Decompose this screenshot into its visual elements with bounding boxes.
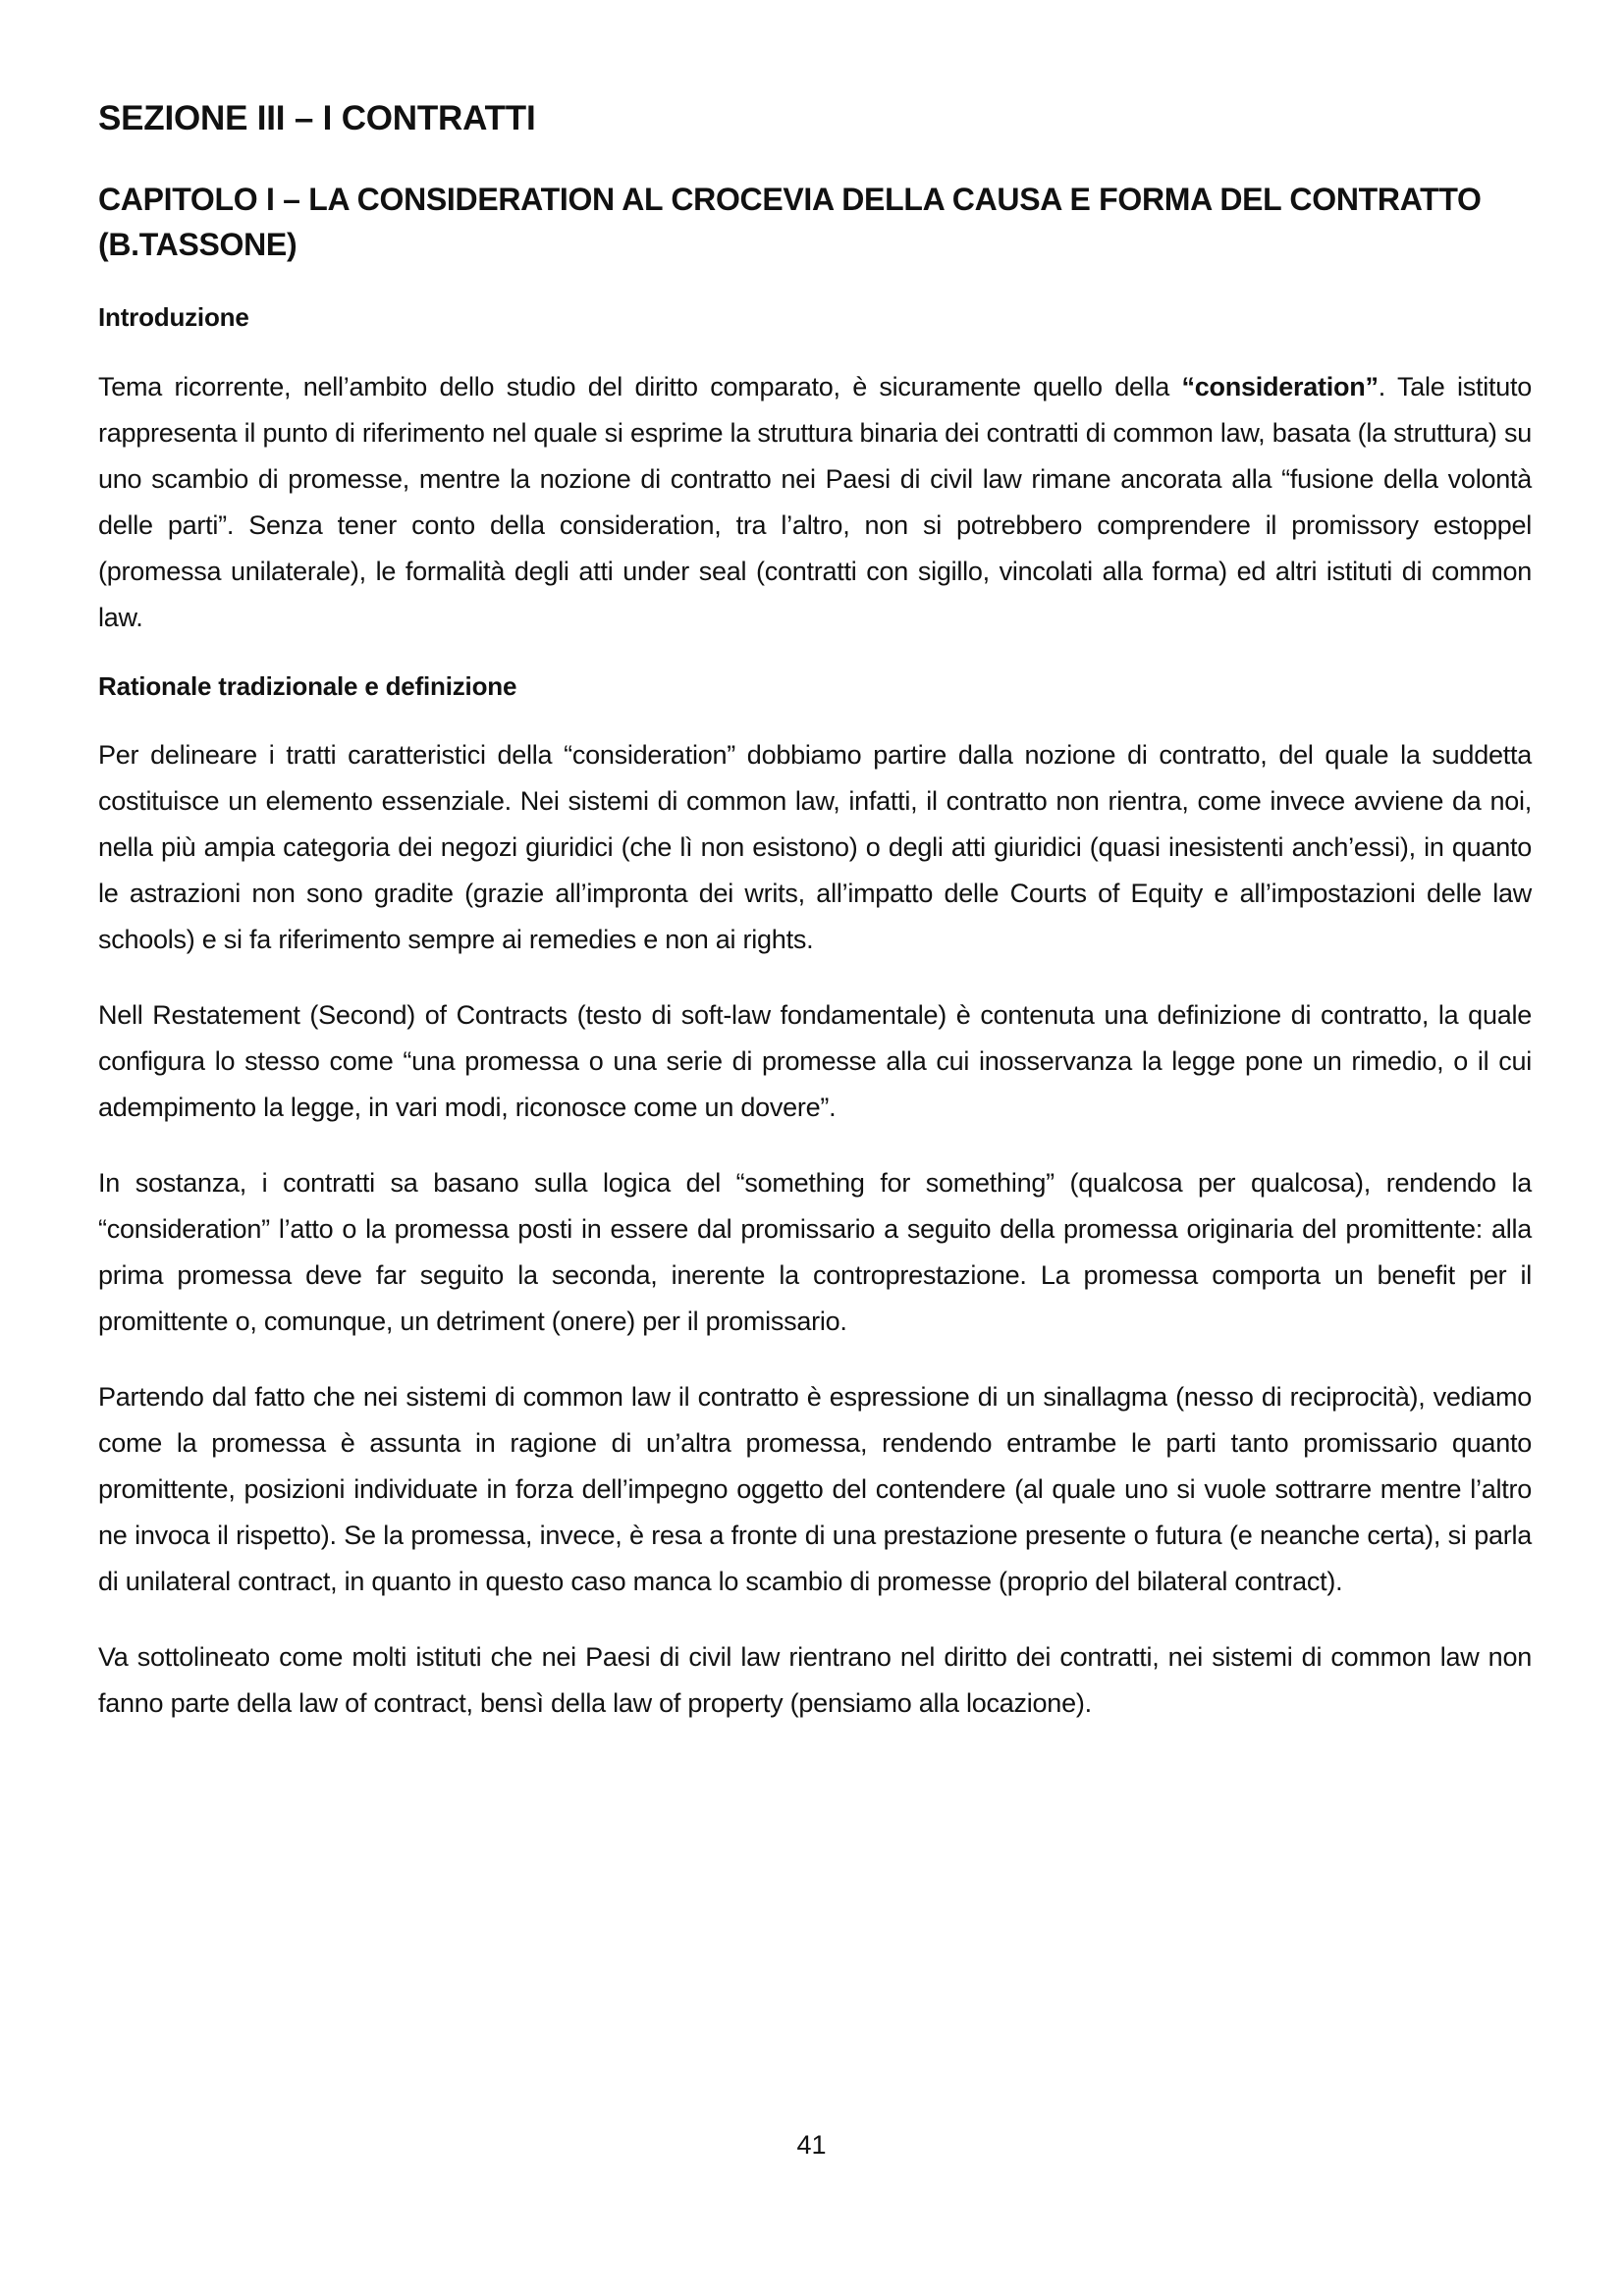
rationale-paragraph-3: In sostanza, i contratti sa basano sulla logica del “something for something” (qualcosa per qualcosa), rendendo la “consideration” l’atto o la promessa posti in essere dal promissario a seguito della promessa originaria del promittente: alla prima promessa deve far seguito la seconda, inerente la controprestazione. La promessa comporta un benefit per il promittente o, comunque, un detriment (onere) per il promissario. [98, 1168, 1532, 1337]
rationale-paragraph-2: Nell Restatement (Second) of Contracts (testo di soft-law fondamentale) è contenuta una definizione di contratto, la quale configura lo stesso come “una promessa o una serie di promesse alla cui inosservanza la legge pone un rimedio, o il cui adempimento la legge, in vari modi, riconosce come un dovere”. [98, 1000, 1532, 1123]
page-number: 41 [796, 2130, 827, 2160]
rationale-paragraph-1: Per delineare i tratti caratteristici della “consideration” dobbiamo partire dalla nozione di contratto, del quale la suddetta costituisce un elemento essenziale. Nei sistemi di common law, infatti, il contratto non rientra, come invece avviene da noi, nella più ampia categoria dei negozi giuridici (che lì non esistono) o degli atti giuridici (quasi inesistenti anch’essi), in quanto le astrazioni non sono gradite (grazie all’impronta dei writs, all’impatto delle Courts of Equity e all’impostazioni delle law schools) e si fa riferimento sempre ai remedies e non ai rights. [98, 740, 1532, 955]
chapter-title: CAPITOLO I – LA CONSIDERATION AL CROCEVIA DELLA CAUSA E FORMA DEL CONTRATTO (B.TASSONE) [98, 182, 1482, 263]
intro-text-start: Tema ricorrente, nell’ambito dello studio del diritto comparato, è sicuramente quello della [98, 371, 1182, 401]
section-title: SEZIONE III – I CONTRATTI [98, 99, 536, 137]
consideration-term: “consideration” [1181, 371, 1379, 401]
page-content [98, 98, 1532, 1756]
intro-heading: Introduzione [98, 301, 249, 332]
rationale-paragraph-5: Va sottolineato come molti istituti che nei Paesi di civil law rientrano nel diritto dei contratti, nei sistemi di common law non fanno parte della law of contract, bensì della law of property (pensiamo alla locazione). [98, 1642, 1532, 1719]
rationale-heading: Rationale tradizionale e definizione [98, 670, 517, 701]
intro-text-end: . Tale istituto rappresenta il punto di riferimento nel quale si esprime la struttura binaria dei contratti di common law, basata (la struttura) su uno scambio di promesse, mentre la nozione di contratto nei Paesi di civil law rimane ancorata alla “fusione della volontà delle parti”. Senza tener conto della consideration, tra l’altro, non si potrebbero comprendere il promissory estoppel (promessa unilaterale), le formalità degli atti under seal (contratti con sigillo, vincolati alla forma) ed altri istituti di common law. [98, 371, 1532, 632]
rationale-paragraph-4: Partendo dal fatto che nei sistemi di common law il contratto è espressione di un sinallagma (nesso di reciprocità), vediamo come la promessa è assunta in ragione di un’altra promessa, rendendo entrambe le parti tanto promissario quanto promittente, posizioni individuate in forza dell’impegno oggetto del contendere (al quale uno si vuole sottrarre mentre l’altro ne invoca il rispetto). Se la promessa, invece, è resa a fronte di una prestazione presente o futura (e neanche certa), si parla di unilateral contract, in quanto in questo caso manca lo scambio di promesse (proprio del bilateral contract). [98, 1382, 1532, 1597]
intro-paragraph [98, 364, 1532, 641]
